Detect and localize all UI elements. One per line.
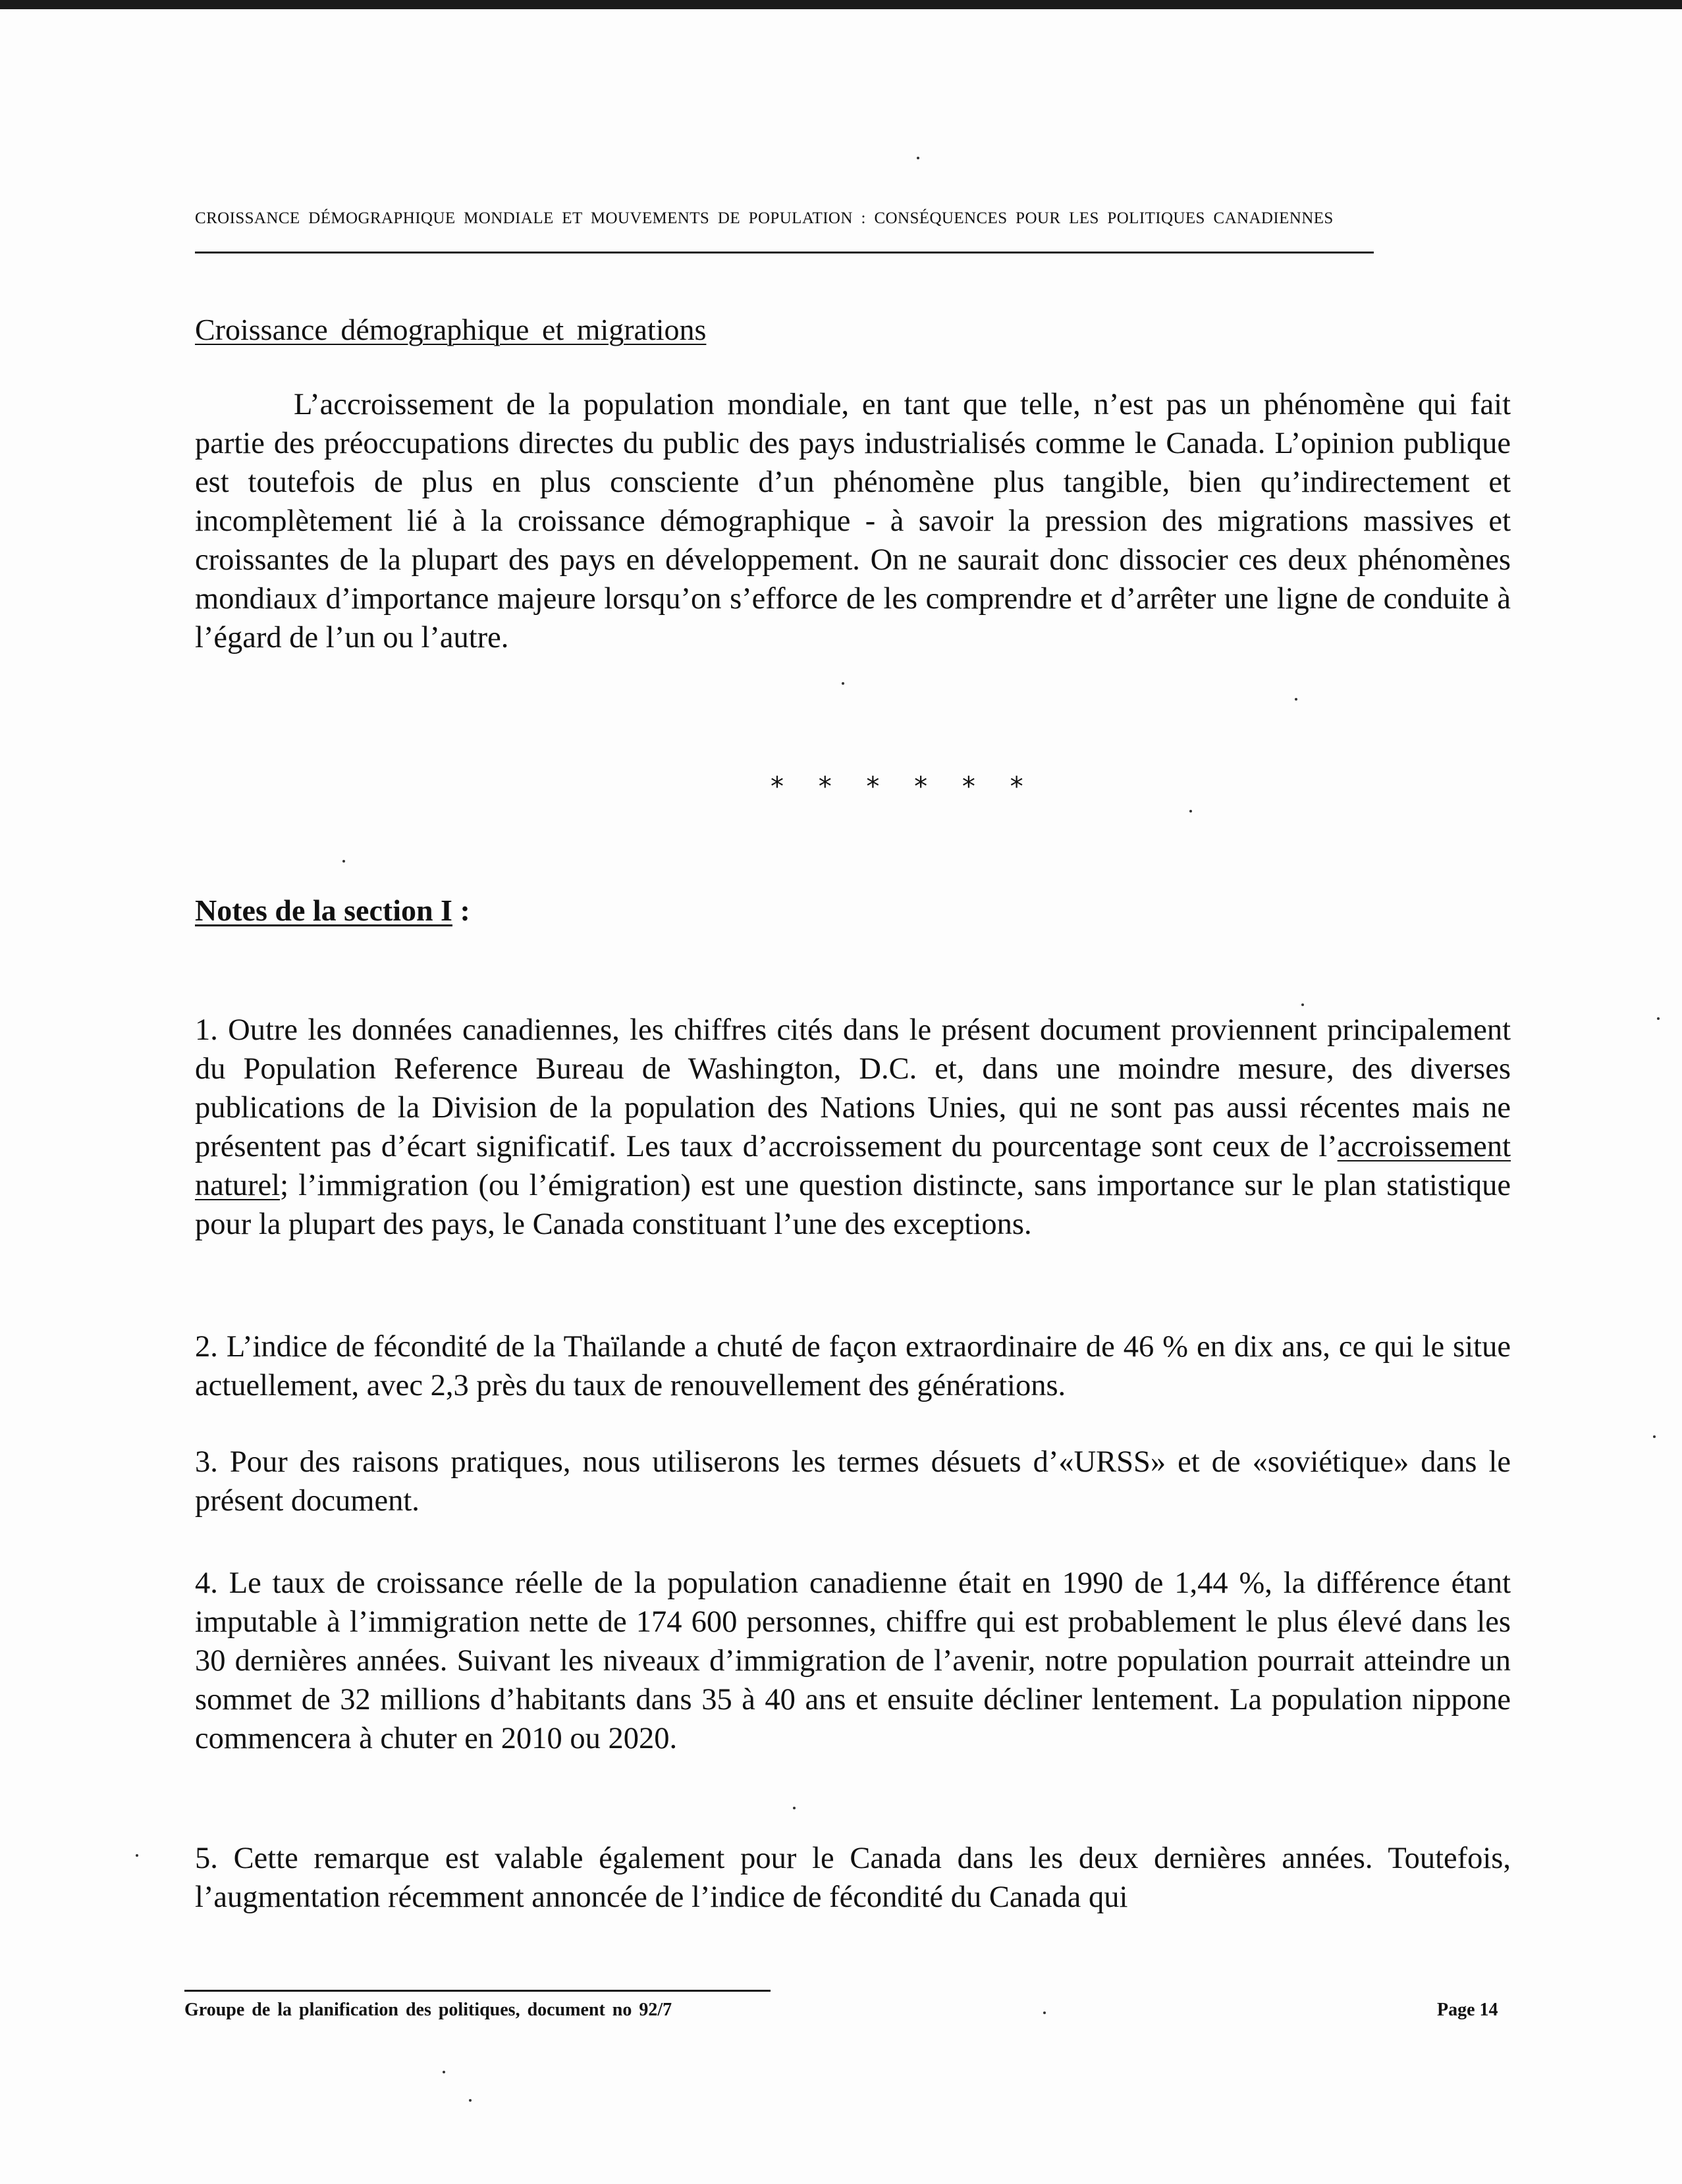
header-rule	[195, 252, 1374, 253]
notes-heading-label: Notes de la section I	[195, 893, 452, 927]
scan-speck	[1653, 1435, 1656, 1438]
scan-speck	[443, 2071, 445, 2073]
note-1-part-a: 1. Outre les données canadiennes, les chiffres cités dans le présent document proviennent principalement du Population Reference Bureau de Washington, D.C. et, dans une moindre mesure, des diverses publications de la Division de la population des Nations Unies, qui ne sont pas aussi récentes mais ne présentent pas d’écart significatif. Les taux d’accroissement du pourcentage sont ceux de l’	[195, 1013, 1511, 1163]
note-1	[195, 1011, 1511, 1244]
section-separator: * * * * * *	[771, 772, 1037, 802]
notes-heading-colon: :	[452, 893, 470, 927]
note-1-underlined-term: accroissement naturel	[195, 1130, 1511, 1202]
note-2: 2. L’indice de fécondité de la Thaïlande a chuté de façon extraordinaire de 46 % en dix ans, ce qui le situe actuellement, avec 2,3 près du taux de renouvellement des générations.	[195, 1330, 1511, 1402]
note-1-part-b: ; l’immigration (ou l’émigration) est une question distincte, sans importance sur le plan statistique pour la plupart des pays, le Canada constituant l’une des exceptions.	[195, 1169, 1511, 1241]
running-header: CROISSANCE DÉMOGRAPHIQUE MONDIALE ET MOUVEMENTS DE POPULATION : CONSÉQUENCES POUR LES POLITIQUES CANADIENNES	[195, 209, 1334, 227]
scan-speck	[136, 1854, 138, 1857]
footer-source: Groupe de la planification des politiques, document no 92/7	[184, 2000, 672, 2020]
scan-speck	[469, 2099, 472, 2102]
scan-top-border	[0, 0, 1682, 9]
scan-speck	[1189, 810, 1192, 812]
footer-page-number: Page 14	[1437, 2000, 1498, 2020]
footer-rule	[184, 1990, 771, 1992]
scan-speck	[1657, 1017, 1660, 1020]
scan-speck	[342, 860, 345, 863]
notes-heading	[195, 893, 470, 928]
scan-speck	[793, 1807, 796, 1809]
intro-paragraph: L’accroissement de la population mondiale, en tant que telle, n’est pas un phénomène qui fait partie des préoccupations directes du public des pays industrialisés comme le Canada. L’opinion publique est toutefois de plus en plus consciente d’un phénomène plus tangible, bien qu’indirectement et incomplètement lié à la croissance démographique - à savoir la pression des migrations massives et croissantes de la plupart des pays en développement. On ne saurait donc dissocier ces deux phénomènes mondiaux d’importance majeure lorsqu’on s’efforce de les comprendre et d’arrêter une ligne de conduite à l’égard de l’un ou l’autre.	[195, 388, 1511, 654]
note-4: 4. Le taux de croissance réelle de la population canadienne était en 1990 de 1,44 %, la différence étant imputable à l’immigration nette de 174 600 personnes, chiffre qui est probablement le plus élevé dans les 30 dernières années. Suivant les niveaux d’immigration de l’avenir, notre population pourrait atteindre un sommet de 32 millions d’habitants dans 35 à 40 ans et ensuite décliner lentement. La population nippone commencera à chuter en 2010 ou 2020.	[195, 1566, 1511, 1755]
scan-speck	[1295, 698, 1297, 701]
scan-speck	[1043, 2011, 1046, 2014]
note-3: 3. Pour des raisons pratiques, nous utiliserons les termes désuets d’«URSS» et de «soviétique» dans le présent document.	[195, 1445, 1511, 1518]
scan-speck	[842, 682, 844, 685]
note-5: 5. Cette remarque est valable également pour le Canada dans les deux dernières années. Toutefois, l’augmentation récemment annoncée de l’indice de fécondité du Canada qui	[195, 1842, 1511, 1914]
section-heading: Croissance démographique et migrations	[195, 313, 707, 346]
scan-speck	[917, 157, 919, 159]
scan-speck	[1301, 1003, 1304, 1006]
